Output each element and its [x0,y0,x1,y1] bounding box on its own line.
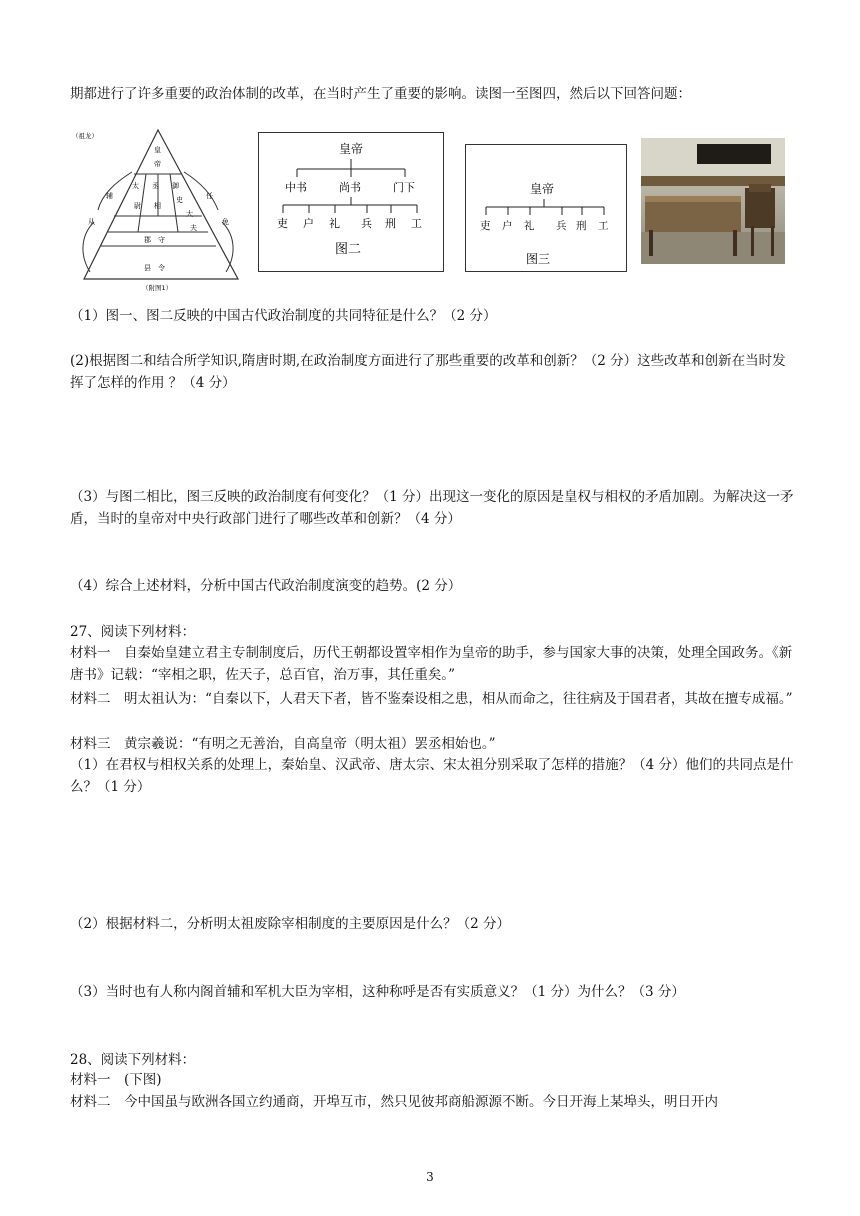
fig1-row3-3: 史 [176,196,183,204]
fig2-li: 吏 [277,217,288,230]
fig1-row2-2: 丞 [152,182,159,190]
section-28-material-2: 材料二 今中国虽与欧洲各国立约通商，开埠互市，然只见彼邦商船源源不断。今日开海上某埠头，明日开内 [70,1094,718,1110]
fig1-row3-1: 尉 [134,202,141,210]
fig3-hu: 户 [502,220,513,232]
fig3-gong: 工 [598,220,609,232]
figure-1-pyramid [72,124,244,294]
fig2-xing: 刑 [385,217,396,230]
section-28-title: 28、阅读下列材料： [70,1052,196,1068]
question-3: （3）与图二相比，图三反映的政治制度有何变化？（1 分）出现这一变化的原因是皇权与相权的矛盾加剧。为解决这一矛盾，当时的皇帝对中央行政部门进行了哪些改革和创新？（4 分） [70,489,794,527]
section-27-question-3: （3）当时也有人称内阁首辅和军机大臣为宰相，这种称呼是否有实质意义？（1 分）为什么？（3 分） [70,984,685,1000]
fig2-caption: 图二 [335,242,362,257]
fig2-zhongshu: 中书 [285,181,307,194]
fig3-bing: 兵 [556,220,567,232]
fig1-row3b-2: 夫 [190,224,197,232]
fig1-apex-1: 皇 [154,146,161,154]
fig1-side-right-2: 免 [222,218,229,226]
fig1-row2-1: 太 [132,182,139,190]
section-27-material-2: 材料二 明太祖认为：“自秦以下，人君天下者，皆不鉴秦设相之患，相从而命之，往往病及于国君者，其故在擅专成福。” [70,691,793,707]
fig1-row3b-1: 大 [186,210,193,218]
figure-3-diagram [465,144,627,272]
section-27-question-1: （1）在君权与相权关系的处理上，秦始皇、汉武帝、唐太宗、宋太祖分别采取了怎样的措施？（4 分）他们的共同点是什么？（1 分） [70,757,794,795]
fig3-li: 吏 [480,220,491,232]
fig2-bing: 兵 [361,217,372,230]
fig2-emperor: 皇帝 [339,142,364,156]
fig1-apex-2: 帝 [154,160,161,168]
fig3-xing: 刑 [576,220,587,232]
fig1-caption: （附图1） [142,284,173,292]
fig2-menxia: 门下 [393,181,415,194]
page-number: 3 [426,1170,434,1184]
question-1: （1）图一、图二反映的中国古代政治制度的共同特征是什么？（2 分） [70,308,497,324]
fig2-gong: 工 [411,217,422,230]
fig1-side-right-1: 任 [206,192,213,200]
fig1-side-left-1: 辅 [106,192,113,200]
fig1-top-left-label: （祖龙） [72,132,98,140]
fig1-row2-3: 御 [172,182,179,190]
fig1-row3-2: 相 [154,202,161,210]
fig3-emperor: 皇帝 [530,182,555,196]
fig2-hu: 户 [303,217,314,230]
fig3-caption: 图三 [526,252,551,266]
section-27-material-1: 材料一 自秦始皇建立君主专制制度后，历代王朝都设置宰相作为皇帝的助手，参与国家大事的决策，处理全国政务。《新唐书》记载：“宰相之职，佐天子，总百官，治万事，其任重矣。” [70,645,793,683]
section-28-material-1: 材料一 (下图) [70,1072,162,1088]
figure-2-diagram [258,132,444,272]
intro-text: 期都进行了许多重要的政治体制的改革，在当时产生了重要的影响。读图一至图四，然后以下回答问题： [70,86,691,102]
fig1-jun: 郡 守 [144,236,165,244]
fig1-side-left-2: 从 [88,218,95,226]
figure-4-photo [641,138,785,264]
section-27-title: 27、阅读下列材料： [70,624,196,640]
section-27-material-3: 材料三 黄宗羲说：“有明之无善治，自高皇帝（明太祖）罢丞相始也。” [70,736,496,752]
question-2: (2)根据图二和结合所学知识,隋唐时期,在政治制度方面进行了那些重要的改革和创新？（2 分）这些改革和创新在当时发挥了怎样的作用 ？（4 分） [70,353,786,391]
fig2-li2: 礼 [329,217,340,230]
fig1-xian: 县 令 [144,264,165,272]
question-4: （4）综合上述材料，分析中国古代政治制度演变的趋势。(2 分） [70,578,462,594]
section-27-question-2: （2）根据材料二，分析明太祖废除宰相制度的主要原因是什么？（2 分） [70,916,510,932]
fig2-shangshu: 尚书 [339,181,361,194]
fig3-li2: 礼 [524,220,535,232]
